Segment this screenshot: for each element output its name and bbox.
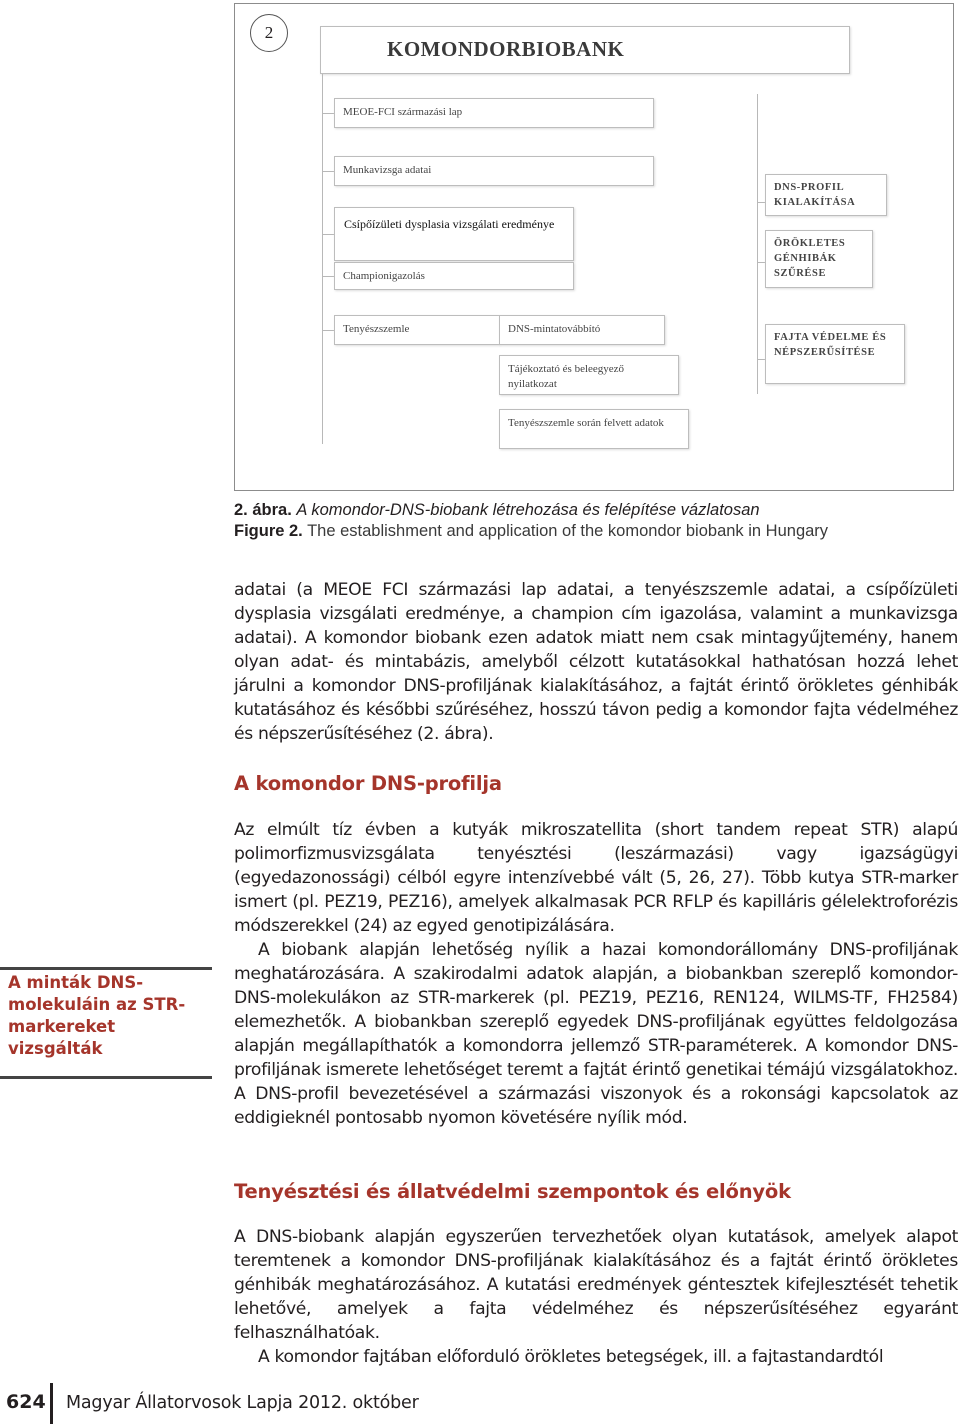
caption-label-hu: 2. ábra. [234,501,292,519]
caption-text-en: The establishment and application of the komondor biobank in Hungary [307,522,829,540]
caption-label-en: Figure 2. [234,522,303,540]
footer-divider [50,1383,53,1424]
figure-box-genetic-screening: ÖRÖKLETES GÉNHIBÁK SZŰRÉSE [765,230,873,288]
connector-line [322,171,334,172]
figure-caption-hu [234,501,760,520]
connector-line [322,276,334,277]
connector-line [757,359,765,360]
figure-number: 2 [250,14,288,52]
figure-box-breed-protection: FAJTA VÉDELME ÉS NÉPSZERŰSÍTÉSE [765,324,905,384]
paragraph-2-text: Az elmúlt tíz évben a kutyák mikroszatellita (short tandem repeat STR) alapú polimorfizmusvizsgálata tenyésztési (leszármazási) vagy igazságügyi (egyedazonossági) célból egyre intenzívebbé vált (5, 26, 27). Több kutya STR-marker ismert (pl. PEZ19, PEZ16), amelyek alkalmasak PCR RFLP és kapilláris gélelektroforézis módszerekkel (24) az egyed genotipizálására. [234,820,958,936]
connector-line [757,262,765,263]
figure-box-consent: Tájékoztató és beleegyező nyilatkozat [499,355,679,395]
connector-line [322,234,334,235]
figure-box-dna-profile: DNS-PROFIL KIALAKÍTÁSA [765,174,887,216]
connector-line [757,202,765,203]
figure-box-show-data: Tenyészszemle során felvett adatok [499,409,689,449]
paragraph-4-text: A DNS-biobank alapján egyszerűen tervezhetőek olyan kutatások, amelyek alapot teremtenek a komondor DNS-profiljának kialakításához és a fajtát érintő örökletes génhibák meghatározásához. A kutatási eredmények géntesztek kifejlesztését tehetik lehetővé, amelyek a fajta védelméhez és népszerűsítéséhez egyaránt felhasználhatóak. [234,1227,958,1343]
figure-box-hip-dysplasia: Csípőízületi dysplasia vizsgálati eredménye [334,207,574,261]
paragraph-4 [234,1225,958,1369]
connector-line [322,330,334,331]
connector-line [322,113,334,114]
figure-title: KOMONDORBIOBANK [320,26,850,74]
caption-text-hu: A komondor-DNS-biobank létrehozása és felépítése vázlatosan [296,501,760,519]
figure-box-work-test: Munkavizsga adatai [334,156,654,186]
section-heading-breeding: Tenyésztési és állatvédelmi szempontok és előnyök [234,1180,791,1203]
page-number: 624 [6,1391,46,1413]
sidebar-rule-bottom [0,1076,212,1079]
figure-box-champion: Championigazolás [334,262,574,290]
connector-line [757,94,758,394]
figure-box-breed-show: Tenyészszemle [334,315,500,345]
paragraph-1-text: adatai (a MEOE FCI származási lap adatai, a tenyészszemle adatai, a csípőízületi dysplasia vizsgálati eredménye, a champion cím igazolása, valamint a munkavizsga adatai). A komondor biobank ezen adatok miatt nem csak mintagyűjtemény, hanem olyan adat- és mintabázis, amelyből célzott kutatásokkal hathatósan hozzá lehet járulni a komondor DNS-profiljának kialakításához, a fajtát érintő örökletes génhibák kutatásához és későbbi szűréséhez, hosszú távon pedig a komondor fajta védelméhez és népszerűsítéséhez (2. ábra). [234,580,958,744]
figure-box-pedigree: MEOE-FCI származási lap [334,98,654,128]
figure-frame [234,3,954,491]
paragraph-2 [234,818,958,1130]
figure-box-dna-sender: DNS-mintatovábbító [499,315,665,345]
paragraph-1 [234,578,958,746]
sidebar-note: A minták DNS-molekuláin az STR-markereket vizsgálták [8,973,186,1058]
connector-line [322,74,323,444]
journal-name: Magyar Állatorvosok Lapja 2012. október [66,1393,419,1413]
paragraph-5-text: A komondor fajtában előforduló örökletes betegségek, ill. a fajtastandardtól [258,1347,884,1367]
section-heading-dns-profile: A komondor DNS-profilja [234,772,502,795]
sidebar-rule-top [0,967,212,970]
figure-caption-en [234,522,828,541]
paragraph-3-text: A biobank alapján lehetőség nyílik a hazai komondorállomány DNS-profiljának meghatározására. A szakirodalmi adatok alapján, a biobankban szereplő komondor-DNS-molekulákon az STR-markerek (pl. PEZ19, PEZ16, REN124, WILMS-TF, FH2584) elemezhetők. A biobankban szereplő egyedek DNS-profiljának együttes feldolgozása alapján megállapíthatók a komondorra jellemző STR-paraméterek. A komondor DNS-profiljának ismerete lehetőséget teremt a fajtát érintő genetikai témájú vizsgálatokhoz. A DNS-profil bevezetésével a származási viszonyok és a rokonsági kapcsolatok az eddigieknél pontosabb nyomon követésére nyílik mód. [234,940,958,1128]
